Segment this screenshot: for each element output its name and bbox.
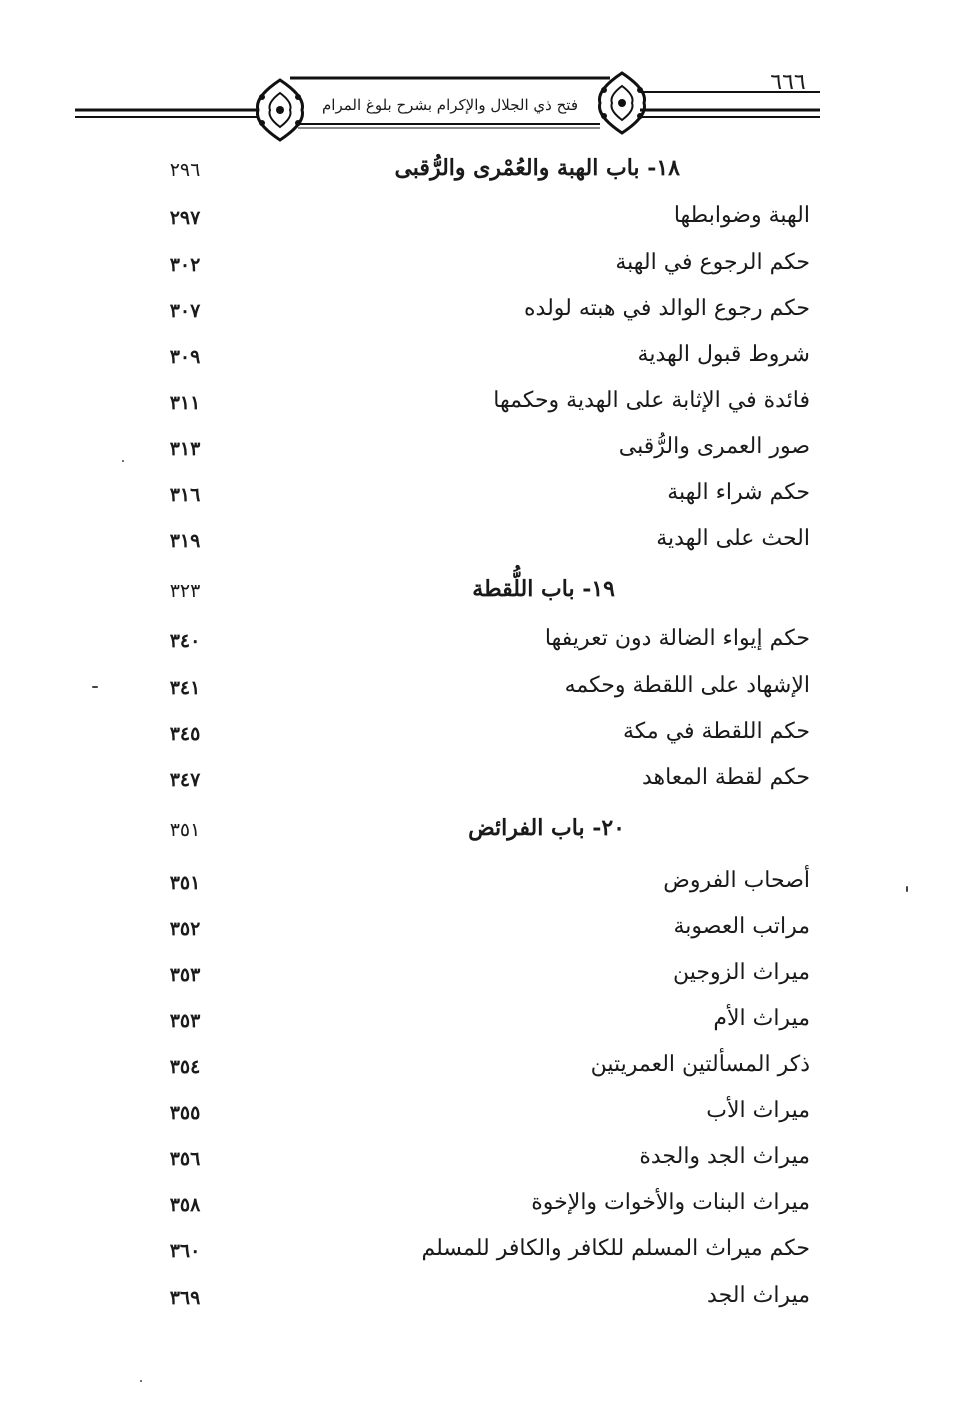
- toc-entry: [150, 626, 810, 666]
- toc-page-number: ٣٢٣: [169, 580, 201, 602]
- toc-entry-title: ميراث الجد والجدة: [639, 1144, 810, 1169]
- speck: [906, 886, 908, 892]
- toc-entry: [150, 434, 810, 474]
- toc-entry-title: الهبة وضوابطها: [673, 203, 810, 228]
- toc-entry-title: حكم شراء الهبة: [667, 480, 810, 505]
- toc-page-number: ٣١٩: [169, 530, 201, 552]
- toc-entry: [150, 765, 810, 805]
- toc-entry-title: مراتب العصوبة: [673, 914, 810, 939]
- toc-entry: [150, 250, 810, 290]
- toc-page-number: ٣٤٠: [169, 630, 201, 652]
- toc-page-number: ٣٦٠: [169, 1240, 201, 1262]
- toc-section: [150, 815, 810, 855]
- toc-page-number: ٣١١: [169, 392, 201, 414]
- toc-page-number: ٣٠٩: [169, 346, 201, 368]
- toc-page-number: ٣٥٣: [169, 1010, 201, 1032]
- toc-page-number: ٣٥٥: [169, 1102, 201, 1124]
- toc-entry: [150, 1283, 810, 1323]
- toc-entry-title: حكم لقطة المعاهد: [641, 765, 810, 790]
- toc-entry-title: حكم الرجوع في الهبة: [615, 250, 810, 275]
- running-title: فتح ذي الجلال والإكرام بشرح بلوغ المرام: [321, 96, 578, 114]
- page-number: ٦٦٦: [770, 70, 806, 95]
- toc-page-number: ٣٤٧: [169, 769, 201, 791]
- toc-entry-title: حكم رجوع الوالد في هبته لولده: [524, 296, 810, 321]
- toc-section-title: ١٩- باب اللُّقطة: [472, 576, 615, 602]
- toc-entry: [150, 1006, 810, 1046]
- speck: [140, 1380, 142, 1382]
- toc-page-number: ٣٠٧: [169, 300, 201, 322]
- toc-page-number: ٣٦٩: [169, 1287, 201, 1309]
- toc-section: [150, 576, 810, 616]
- toc-page-number: ٣٥٣: [169, 964, 201, 986]
- toc-page-number: ٣١٦: [169, 484, 201, 506]
- toc-entry-title: صور العمرى والرُّقبى: [618, 434, 810, 459]
- toc-page-number: ٣١٣: [169, 438, 201, 460]
- toc-page-number: ٣٥٦: [169, 1148, 201, 1170]
- toc-entry: [150, 868, 810, 908]
- toc-entry: [150, 914, 810, 954]
- toc-page-number: ٣٥٢: [169, 918, 201, 940]
- toc-entry: [150, 1098, 810, 1138]
- toc-entry: [150, 1236, 810, 1276]
- toc-entry-title: حكم إيواء الضالة دون تعريفها: [544, 626, 810, 651]
- toc-entry: [150, 480, 810, 520]
- toc-entry: [150, 719, 810, 759]
- toc-entry: [150, 342, 810, 382]
- toc-page-number: ٢٩٧: [169, 207, 201, 229]
- toc-entry: [150, 296, 810, 336]
- toc-entry-title: أصحاب الفروض: [663, 868, 810, 893]
- toc-page-number: ٣٠٢: [169, 254, 201, 276]
- toc-entry-title: فائدة في الإثابة على الهدية وحكمها: [493, 388, 810, 413]
- toc-entry-title: ميراث الأب: [706, 1098, 810, 1123]
- toc-entry: [150, 388, 810, 428]
- toc-entry-title: ميراث البنات والأخوات والإخوة: [531, 1190, 810, 1215]
- toc-page-number: ٣٥٨: [169, 1194, 201, 1216]
- toc-entry-title: الإشهاد على اللقطة وحكمه: [564, 673, 810, 698]
- speck: [92, 686, 98, 688]
- toc-entry-title: حكم ميراث المسلم للكافر والكافر للمسلم: [421, 1236, 810, 1261]
- toc-entry-title: ميراث الأم: [713, 1006, 810, 1031]
- toc-page-number: ٣٥١: [169, 819, 201, 841]
- toc-entry: [150, 960, 810, 1000]
- speck: [122, 460, 124, 462]
- toc-page-number: ٣٥١: [169, 872, 201, 894]
- toc-entry-title: الحث على الهدية: [656, 526, 810, 551]
- toc-entry-title: حكم اللقطة في مكة: [622, 719, 810, 744]
- toc-section-title: ١٨- باب الهبة والعُمْرى والرُّقبى: [394, 155, 680, 181]
- toc-entry-title: ميراث الجد: [707, 1283, 810, 1308]
- toc-page-number: ٣٤١: [169, 677, 201, 699]
- toc-page-number: ٣٤٥: [169, 723, 201, 745]
- toc-entry: [150, 1144, 810, 1184]
- toc-page-number: ٣٥٤: [169, 1056, 201, 1078]
- toc-entry-title: ميراث الزوجين: [673, 960, 810, 985]
- toc-entry: [150, 203, 810, 243]
- toc-entry-title: شروط قبول الهدية: [637, 342, 810, 367]
- toc-entry: [150, 673, 810, 713]
- toc-entry-title: ذكر المسألتين العمريتين: [590, 1052, 810, 1077]
- toc-entry: [150, 526, 810, 566]
- toc-entry: [150, 1052, 810, 1092]
- toc-entry: [150, 1190, 810, 1230]
- toc-section: [150, 155, 810, 195]
- toc-section-title: ٢٠- باب الفرائض: [468, 815, 625, 841]
- toc-page-number: ٢٩٦: [169, 159, 201, 181]
